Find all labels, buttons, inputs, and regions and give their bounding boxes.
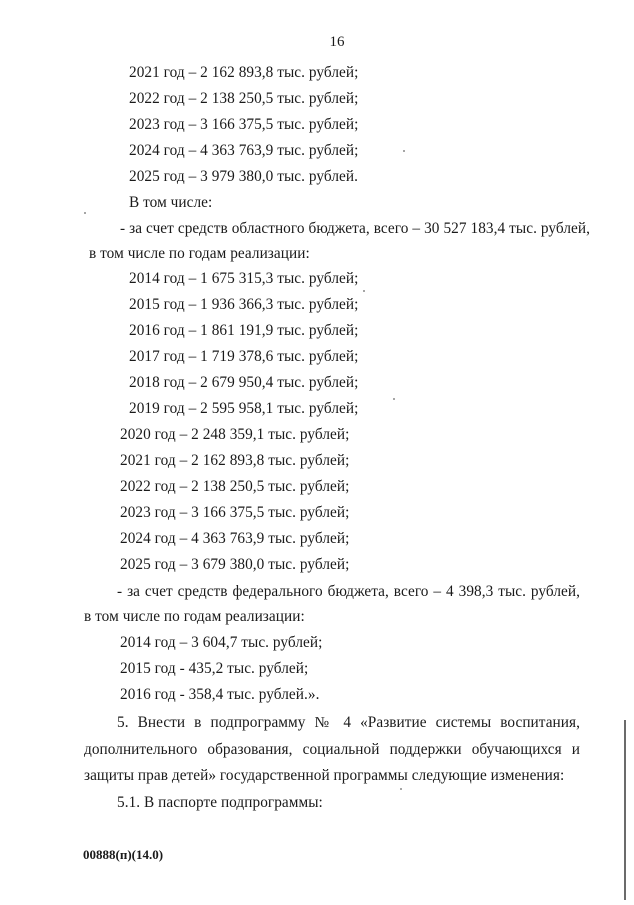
top-year-2022: 2022 год – 2 138 250,5 тыс. рублей;	[129, 90, 359, 107]
regional-year-2019: 2019 год – 2 595 958,1 тыс. рублей;	[129, 400, 359, 417]
item5-line1: 5. Внести в подпрограмму № 4 «Развитие системы воспитания,	[117, 714, 580, 731]
federal-year-2016: 2016 год - 358,4 тыс. рублей.».	[120, 686, 320, 703]
regional-year-2022: 2022 год – 2 138 250,5 тыс. рублей;	[120, 478, 350, 495]
item5-1-heading: 5.1. В паспорте подпрограммы:	[117, 794, 323, 811]
regional-year-2020: 2020 год – 2 248 359,1 тыс. рублей;	[120, 426, 350, 443]
scan-edge-mark	[624, 720, 626, 900]
scan-speck	[84, 212, 86, 214]
page-number: 16	[329, 34, 345, 50]
scan-speck	[403, 150, 405, 152]
scan-speck	[363, 290, 365, 292]
regional-year-2018: 2018 год – 2 679 950,4 тыс. рублей;	[129, 374, 359, 391]
federal-year-2014: 2014 год – 3 604,7 тыс. рублей;	[120, 634, 323, 651]
regional-year-2021: 2021 год – 2 162 893,8 тыс. рублей;	[120, 452, 350, 469]
regional-year-2015: 2015 год – 1 936 366,3 тыс. рублей;	[129, 296, 359, 313]
top-year-2021: 2021 год – 2 162 893,8 тыс. рублей;	[129, 64, 359, 81]
regional-year-2016: 2016 год – 1 861 191,9 тыс. рублей;	[129, 322, 359, 339]
regional-year-2014: 2014 год – 1 675 315,3 тыс. рублей;	[129, 270, 359, 287]
item5-line2: дополнительного образования, социальной поддержки обучающихся и	[84, 741, 580, 758]
top-year-2024: 2024 год – 4 363 763,9 тыс. рублей;	[129, 142, 359, 159]
in-total-label: В том числе:	[129, 194, 213, 211]
scan-speck	[393, 398, 395, 400]
federal-budget-line1: - за счет средств федерального бюджета, всего – 4 398,3 тыс. рублей,	[117, 583, 580, 600]
regional-budget-line1: - за счет средств областного бюджета, всего – 30 527 183,4 тыс. рублей,	[120, 220, 590, 237]
regional-year-2025: 2025 год – 3 679 380,0 тыс. рублей;	[120, 556, 350, 573]
regional-year-2017: 2017 год – 1 719 378,6 тыс. рублей;	[129, 348, 359, 365]
document-code: 00888(п)(14.0)	[83, 847, 164, 862]
top-year-2025: 2025 год – 3 979 380,0 тыс. рублей.	[129, 168, 358, 185]
regional-year-2023: 2023 год – 3 166 375,5 тыс. рублей;	[120, 504, 350, 521]
federal-year-2015: 2015 год - 435,2 тыс. рублей;	[120, 660, 309, 677]
item5-line3: защиты прав детей» государственной программы следующие изменения:	[84, 767, 565, 784]
federal-budget-line2: в том числе по годам реализации:	[84, 608, 305, 625]
top-year-2023: 2023 год – 3 166 375,5 тыс. рублей;	[129, 116, 359, 133]
regional-year-2024: 2024 год – 4 363 763,9 тыс. рублей;	[120, 530, 350, 547]
scan-speck	[400, 788, 402, 790]
regional-budget-line2: в том числе по годам реализации:	[89, 245, 310, 262]
